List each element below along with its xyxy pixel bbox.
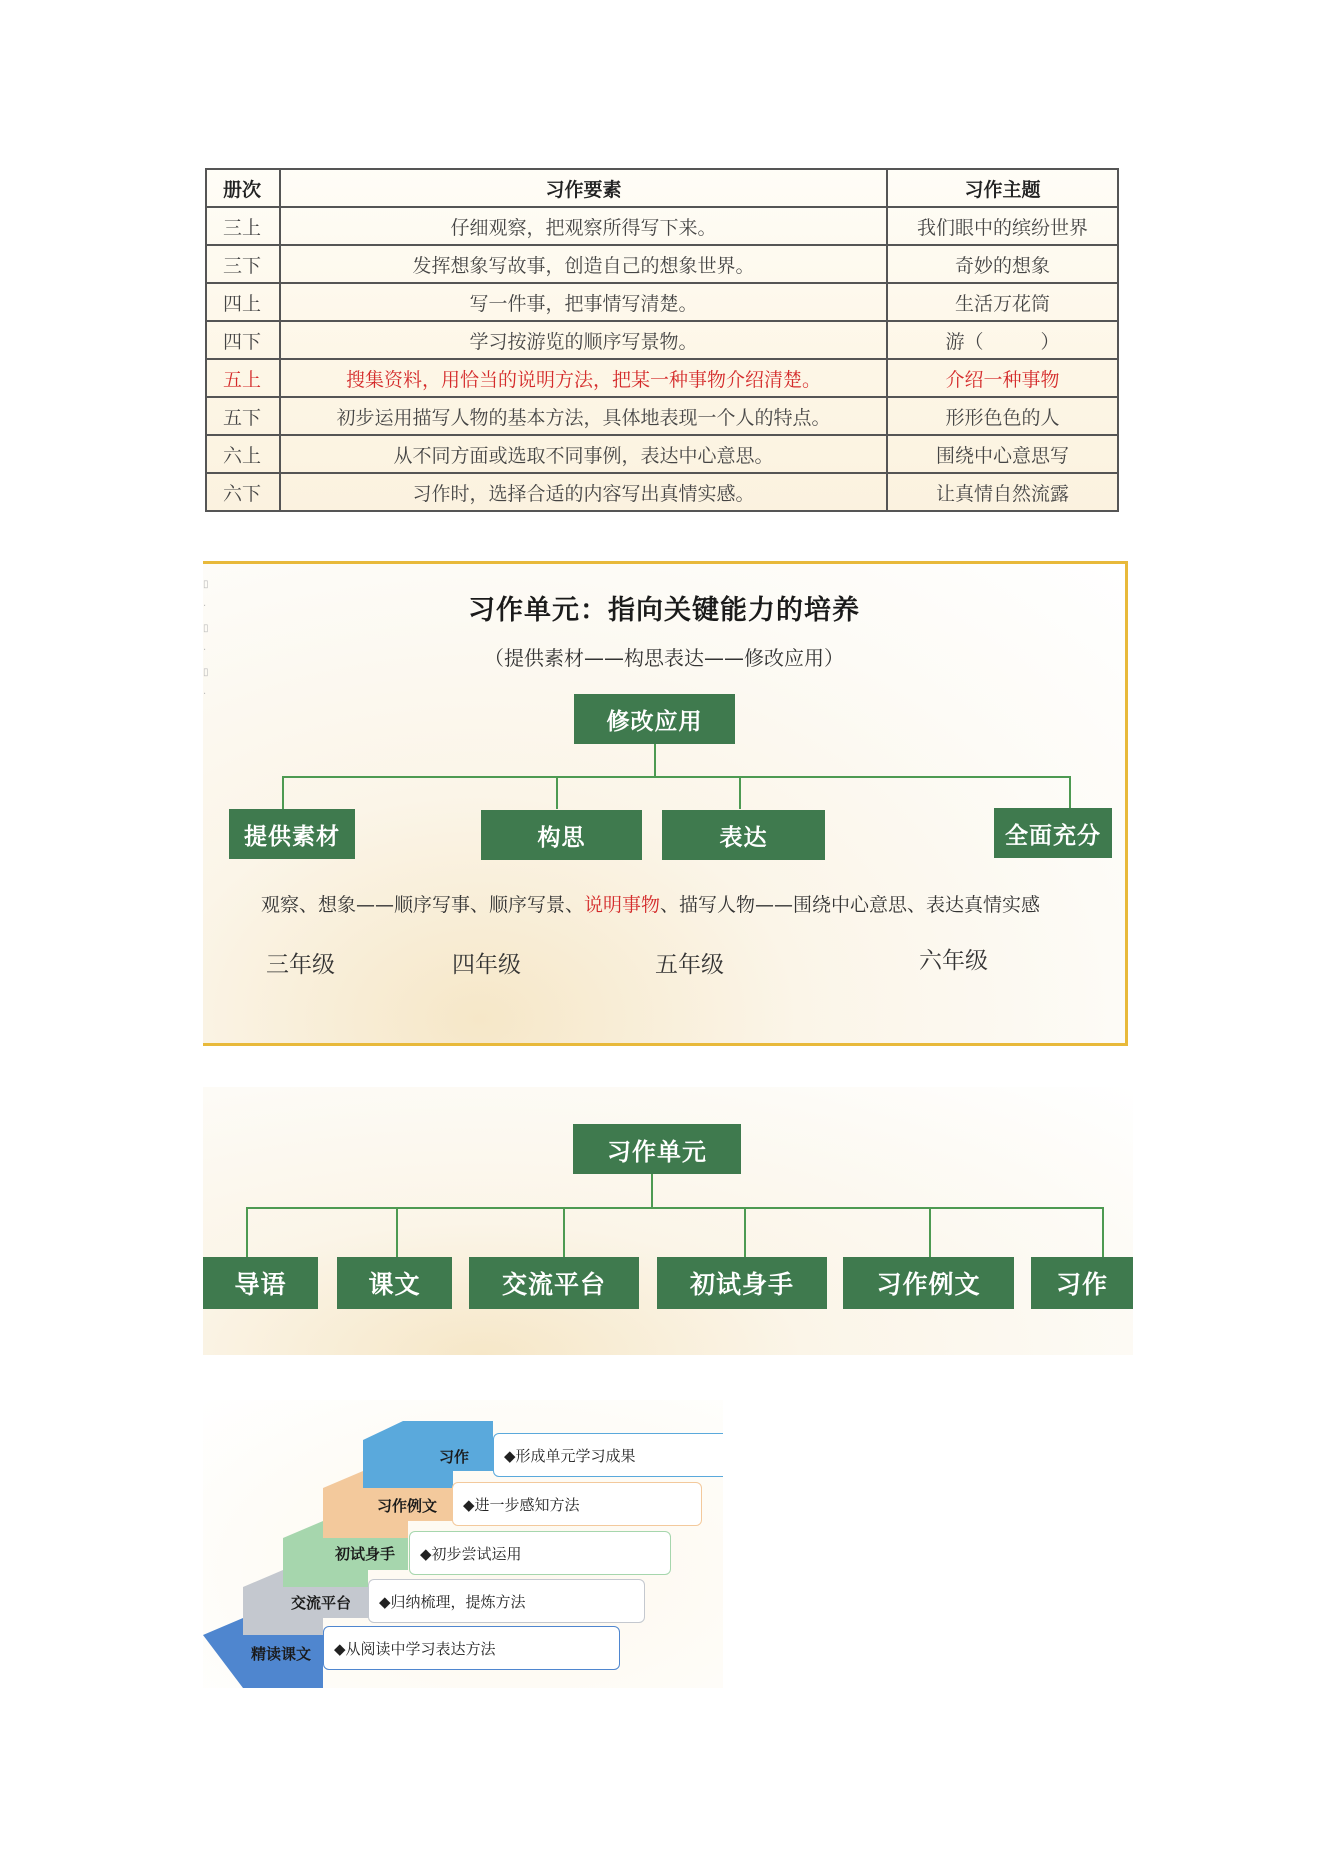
grade-6: 六年级 — [919, 948, 988, 974]
cell-theme: 让真情自然流露 — [887, 473, 1118, 511]
desc-highlight: 说明事物 — [584, 894, 661, 916]
edge-decoration: ▯ · ▯ · ▯ · — [203, 579, 209, 700]
cell-element: 从不同方面或选取不同事例，表达中心意思。 — [280, 435, 887, 473]
connector-line — [739, 776, 741, 809]
unit-structure-panel — [203, 1087, 1133, 1355]
connector-line — [246, 1207, 1104, 1209]
connector-line — [396, 1207, 398, 1257]
step-label-writing: 习作 — [439, 1448, 470, 1466]
learning-staircase-panel — [203, 1400, 723, 1688]
ability-title: 习作单元：指向关键能力的培养 — [468, 595, 860, 626]
connector-line — [929, 1207, 931, 1257]
step-desc: ◆归纳梳理，提炼方法 — [379, 1592, 526, 1611]
table-row — [206, 397, 1118, 435]
cell-element: 写一件事，把事情写清楚。 — [280, 283, 887, 321]
cell-theme: 奇妙的想象 — [887, 245, 1118, 283]
grade-5: 五年级 — [655, 952, 724, 978]
ability-description — [261, 890, 1040, 917]
grade-3: 三年级 — [266, 952, 335, 978]
node-exchange-platform: 交流平台 — [469, 1257, 639, 1309]
cell-term: 六下 — [206, 473, 280, 511]
cell-element: 学习按游览的顺序写景物。 — [280, 321, 887, 359]
node-first-try: 初试身手 — [657, 1257, 827, 1309]
node-intro: 导语 — [203, 1257, 318, 1309]
step-desc-box — [409, 1531, 671, 1575]
step-desc: ◆形成单元学习成果 — [504, 1446, 636, 1465]
connector-line — [744, 1207, 746, 1257]
cell-theme: 生活万花筒 — [887, 283, 1118, 321]
root-node-revise-apply: 修改应用 — [574, 694, 735, 744]
cell-theme: 形形色色的人 — [887, 397, 1118, 435]
cell-term: 三下 — [206, 245, 280, 283]
step-label-reading: 精读课文 — [251, 1645, 312, 1663]
ability-subtitle: （提供素材——构思表达——修改应用） — [484, 646, 844, 670]
node-provide-material: 提供素材 — [229, 809, 355, 859]
table-row — [206, 473, 1118, 511]
grade-4: 四年级 — [452, 952, 521, 978]
connector-line — [651, 1174, 653, 1208]
cell-theme: 游（ ） — [887, 321, 1118, 359]
cell-element: 发挥想象写故事，创造自己的想象世界。 — [280, 245, 887, 283]
desc-part1: 观察、想象——顺序写事、顺序写景、 — [261, 894, 585, 916]
node-express: 表达 — [662, 810, 825, 860]
step-desc-box — [452, 1482, 702, 1526]
cell-theme: 围绕中心意思写 — [887, 435, 1118, 473]
node-conceive: 构思 — [481, 810, 642, 860]
writing-elements-table — [205, 168, 1119, 512]
step-desc-box — [493, 1433, 723, 1477]
cell-term: 四下 — [206, 321, 280, 359]
cell-theme: 我们眼中的缤纷世界 — [887, 207, 1118, 245]
step-desc-box — [323, 1626, 620, 1670]
table-row — [206, 245, 1118, 283]
desc-part2: 、描写人物——围绕中心意思、表达真情实感 — [660, 894, 1041, 916]
cell-term: 三上 — [206, 207, 280, 245]
table-row — [206, 321, 1118, 359]
cell-theme: 介绍一种事物 — [887, 359, 1118, 397]
step-label-try: 初试身手 — [335, 1545, 396, 1563]
node-example-essay: 习作例文 — [843, 1257, 1014, 1309]
connector-line — [1069, 776, 1071, 809]
header-element: 习作要素 — [280, 169, 887, 207]
writing-elements-table-wrap — [205, 168, 1117, 512]
header-term: 册次 — [206, 169, 280, 207]
step-desc: ◆进一步感知方法 — [463, 1495, 580, 1514]
cell-element: 搜集资料，用恰当的说明方法，把某一种事物介绍清楚。 — [280, 359, 887, 397]
cell-term: 五上 — [206, 359, 280, 397]
cell-element: 仔细观察，把观察所得写下来。 — [280, 207, 887, 245]
node-text: 课文 — [337, 1257, 452, 1309]
connector-line — [1102, 1207, 1104, 1257]
step-desc: ◆初步尝试运用 — [420, 1544, 522, 1563]
connector-line — [246, 1207, 248, 1257]
cell-element: 初步运用描写人物的基本方法，具体地表现一个人的特点。 — [280, 397, 887, 435]
cell-term: 六上 — [206, 435, 280, 473]
step-desc-box — [368, 1579, 645, 1623]
step-label-example: 习作例文 — [377, 1497, 438, 1515]
connector-line — [563, 1207, 565, 1257]
table-row — [206, 435, 1118, 473]
node-writing: 习作 — [1031, 1257, 1133, 1309]
step-arrow-writing — [363, 1421, 493, 1488]
root-node-writing-unit: 习作单元 — [573, 1124, 741, 1174]
connector-line — [654, 744, 656, 777]
connector-line — [282, 776, 1071, 778]
step-desc: ◆从阅读中学习表达方法 — [334, 1639, 496, 1658]
cell-term: 五下 — [206, 397, 280, 435]
step-label-exchange: 交流平台 — [291, 1594, 352, 1612]
connector-line — [282, 776, 284, 809]
table-row-highlighted — [206, 359, 1118, 397]
cell-term: 四上 — [206, 283, 280, 321]
connector-line — [556, 776, 558, 809]
node-comprehensive: 全面充分 — [994, 808, 1112, 858]
table-row — [206, 283, 1118, 321]
table-header-row — [206, 169, 1118, 207]
table-row — [206, 207, 1118, 245]
cell-element: 习作时，选择合适的内容写出真情实感。 — [280, 473, 887, 511]
ability-diagram-panel — [203, 561, 1128, 1046]
header-theme: 习作主题 — [887, 169, 1118, 207]
